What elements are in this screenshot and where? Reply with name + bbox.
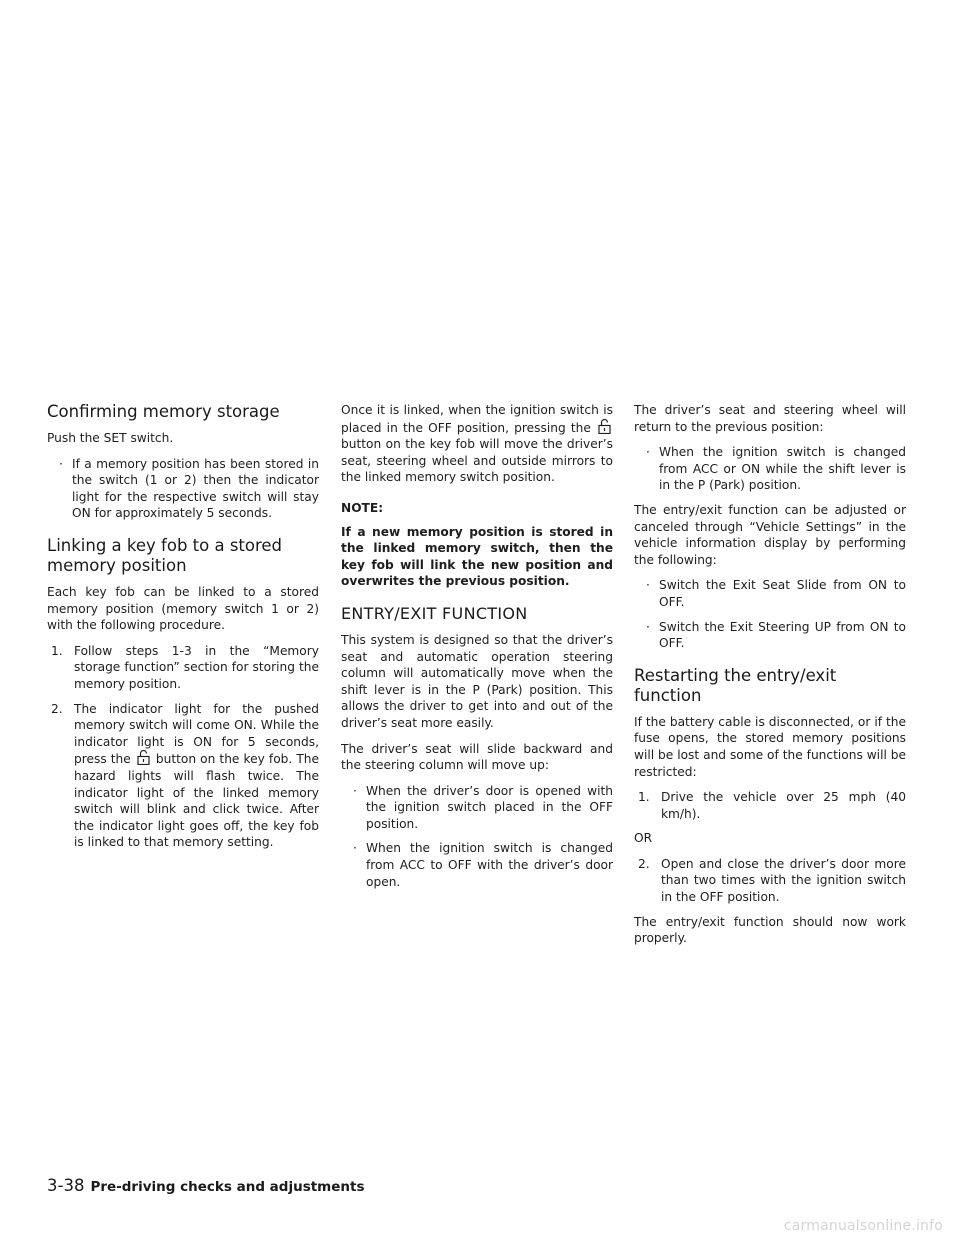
paragraph-text-part-2: button on the key fob will move the driver’s seat, steering wheel and outside mirrors to the linked memory switch position. (341, 437, 613, 485)
step-number: 1. (51, 643, 63, 658)
page-footer (47, 1176, 365, 1195)
bullet-marker: · (646, 578, 650, 593)
paragraph-adjust-cancel: The entry/exit function can be adjusted or canceled through “Vehicle Settings” in the vehicle information display by performing the following: (634, 502, 906, 567)
list-item (47, 643, 319, 693)
step-text-part-2: button on the key fob. The hazard lights will flash twice. The indicator light of the linked memory switch will blink and click twice. After the indicator light goes off, the key fob is linked to that memory setting. (74, 752, 320, 850)
unlock-icon (598, 419, 611, 434)
list-item-text: If a memory position has been stored in the switch (1 or 2) then the indicator light for the respective switch will stay ON for approximately 5 seconds. (72, 456, 319, 521)
list-item (634, 577, 906, 610)
list-item (634, 444, 906, 494)
paragraph-return-position: The driver’s seat and steering wheel will return to the previous position: (634, 403, 906, 434)
heading-confirming-memory-storage: Confirming memory storage (47, 402, 280, 421)
list-item-text: Drive the vehicle over 25 mph (40 km/h). (661, 790, 906, 821)
bullet-marker: · (646, 445, 650, 460)
list-item-text: Switch the Exit Seat Slide from ON to OFF. (659, 578, 906, 609)
step-number: 2. (638, 856, 650, 871)
heading-linking-key-fob: Linking a key fob to a stored memory position (47, 535, 283, 575)
paragraph-push-set: Push the SET switch. (47, 431, 174, 445)
page-number: 3-38 (47, 1176, 85, 1195)
list-item (634, 856, 906, 906)
list-item-text: Switch the Exit Steering UP from ON to OFF. (659, 619, 906, 651)
list-item-text: When the ignition switch is changed from ACC to OFF with the driver’s door open. (366, 841, 613, 889)
heading-restarting-entry-exit: Restarting the entry/exit function (634, 665, 837, 705)
heading-entry-exit-function: ENTRY/EXIT FUNCTION (341, 603, 528, 623)
step-number: 2. (51, 701, 63, 716)
note-heading: NOTE: (341, 500, 384, 515)
list-item-text: Follow steps 1-3 in the “Memory storage function” section for storing the memory position. (74, 643, 319, 691)
bullet-marker: · (353, 783, 357, 798)
unlock-icon (137, 750, 150, 765)
watermark: carmanualsonline.info (783, 1218, 943, 1234)
paragraph-system-designed: This system is designed so that the driver’s seat and automatic operation steering column will automatically move when the shift lever is in the P (Park) position. This allows the driver to get into and out of the driver’s seat more easily. (341, 632, 613, 730)
paragraph-work-properly: The entry/exit function should now work properly. (634, 914, 906, 946)
paragraph-battery-cable: If the battery cable is disconnected, or if the fuse opens, the stored memory positions will be lost and some of the functions will be restricted: (634, 714, 906, 779)
paragraph-each-key-fob: Each key fob can be linked to a stored memory position (memory switch 1 or 2) with the following procedure. (47, 584, 319, 633)
list-item (634, 619, 906, 652)
note-text: If a new memory position is stored in the linked memory switch, then the key fob will link the new position and overwrites the previous position. (341, 524, 613, 589)
column-3 (634, 402, 906, 956)
step-text-part-1: The indicator light for the pushed memory switch will come ON. While the indicator light is ON for 5 seconds, press the (74, 701, 319, 767)
list-item-text: Open and close the driver’s door more than two times with the ignition switch in the OFF position. (661, 856, 906, 905)
list-item-text: When the driver’s door is opened with the ignition switch placed in the OFF position. (366, 783, 613, 831)
paragraph-text-part-1: Once it is linked, when the ignition switch is placed in the OFF position, pressing the (341, 403, 613, 435)
section-title: Pre-driving checks and adjustments (90, 1179, 365, 1195)
bullet-marker: · (646, 619, 650, 634)
paragraph-once-linked (341, 402, 613, 486)
column-1 (47, 402, 319, 859)
list-item (47, 456, 319, 522)
list-item (341, 783, 613, 833)
paragraph-or: OR (634, 831, 653, 846)
list-item-text (74, 701, 319, 851)
bullet-marker: · (353, 841, 357, 856)
paragraph-seat-slide: The driver’s seat will slide backward and the steering column will move up: (341, 741, 613, 773)
column-2 (341, 402, 613, 898)
list-item (47, 701, 319, 851)
list-item (341, 840, 613, 890)
list-item-text: When the ignition switch is changed from ACC or ON while the shift lever is in the P (Park) position. (659, 445, 906, 493)
step-number: 1. (638, 790, 650, 805)
bullet-marker: · (59, 456, 63, 471)
list-item (634, 789, 906, 822)
